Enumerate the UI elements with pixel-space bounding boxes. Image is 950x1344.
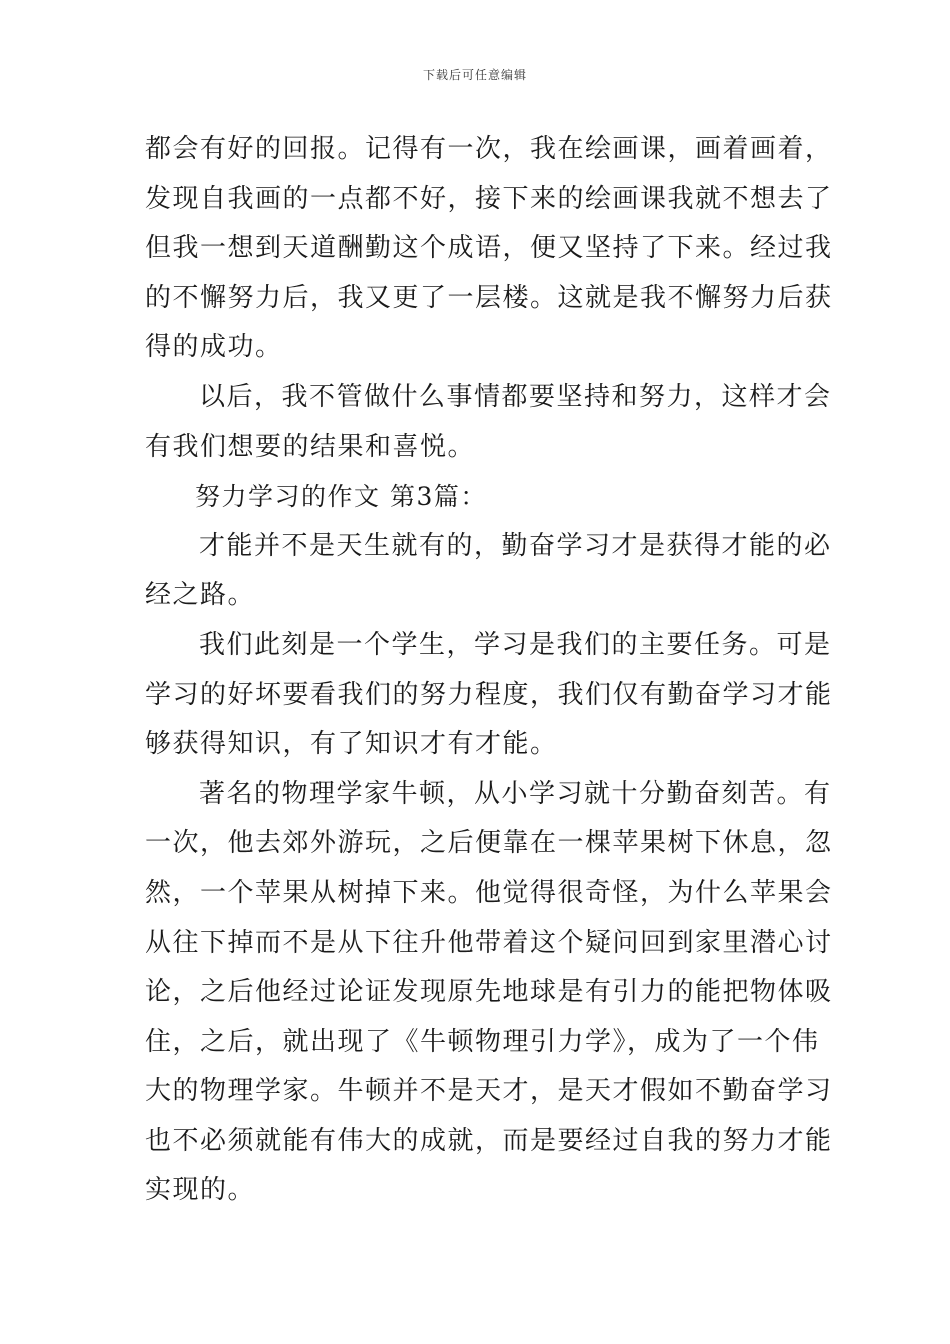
- text-line: 但我一想到天道酬勤这个成语，便又坚持了下来。经过我: [145, 233, 833, 264]
- document-body: [145, 125, 833, 1216]
- text-line: 从往下掉而不是从下往升他带着这个疑问回到家里潜心讨: [145, 927, 833, 958]
- text-line: 得的成功。: [145, 332, 283, 363]
- text-line: 的不懈努力后，我又更了一层楼。这就是我不懈努力后获: [145, 282, 833, 313]
- page-header: 下载后可任意编辑: [422, 68, 527, 82]
- text-line: 大的物理学家。牛顿并不是天才，是天才假如不勤奋学习: [145, 1076, 833, 1107]
- text-line: 经之路。: [145, 580, 256, 611]
- text-line: 学习的好坏要看我们的努力程度，我们仅有勤奋学习才能: [145, 679, 833, 710]
- text-line: 发现自我画的一点都不好，接下来的绘画课我就不想去了: [145, 183, 833, 214]
- paragraph-first-line: 才能并不是天生就有的，勤奋学习才是获得才能的必: [199, 530, 832, 561]
- text-line: 论，之后他经过论证发现原先地球是有引力的能把物体吸: [145, 977, 833, 1008]
- paragraph-first-line: 著名的物理学家牛顿，从小学习就十分勤奋刻苦。有: [199, 778, 832, 809]
- text-line: 够获得知识，有了知识才有才能。: [145, 729, 558, 760]
- text-line: 一次，他去郊外游玩，之后便靠在一棵苹果树下休息，忽: [145, 828, 833, 859]
- paragraph-first-line: 我们此刻是一个学生，学习是我们的主要任务。可是: [199, 629, 832, 660]
- text-line: 实现的。: [145, 1175, 256, 1206]
- text-line: 然，一个苹果从树掉下来。他觉得很奇怪，为什么苹果会: [145, 877, 833, 908]
- section-heading: 努力学习的作文 第3篇：: [195, 482, 487, 512]
- text-line: 有我们想要的结果和喜悦。: [145, 431, 476, 462]
- text-line: 也不必须就能有伟大的成就，而是要经过自我的努力才能: [145, 1125, 833, 1156]
- text-line: 都会有好的回报。记得有一次，我在绘画课，画着画着，: [145, 134, 833, 164]
- text-line: 住，之后，就出现了《牛顿物理引力学》，成为了一个伟: [145, 1026, 820, 1057]
- paragraph-first-line: 以后，我不管做什么事情都要坚持和努力，这样才会: [199, 381, 832, 412]
